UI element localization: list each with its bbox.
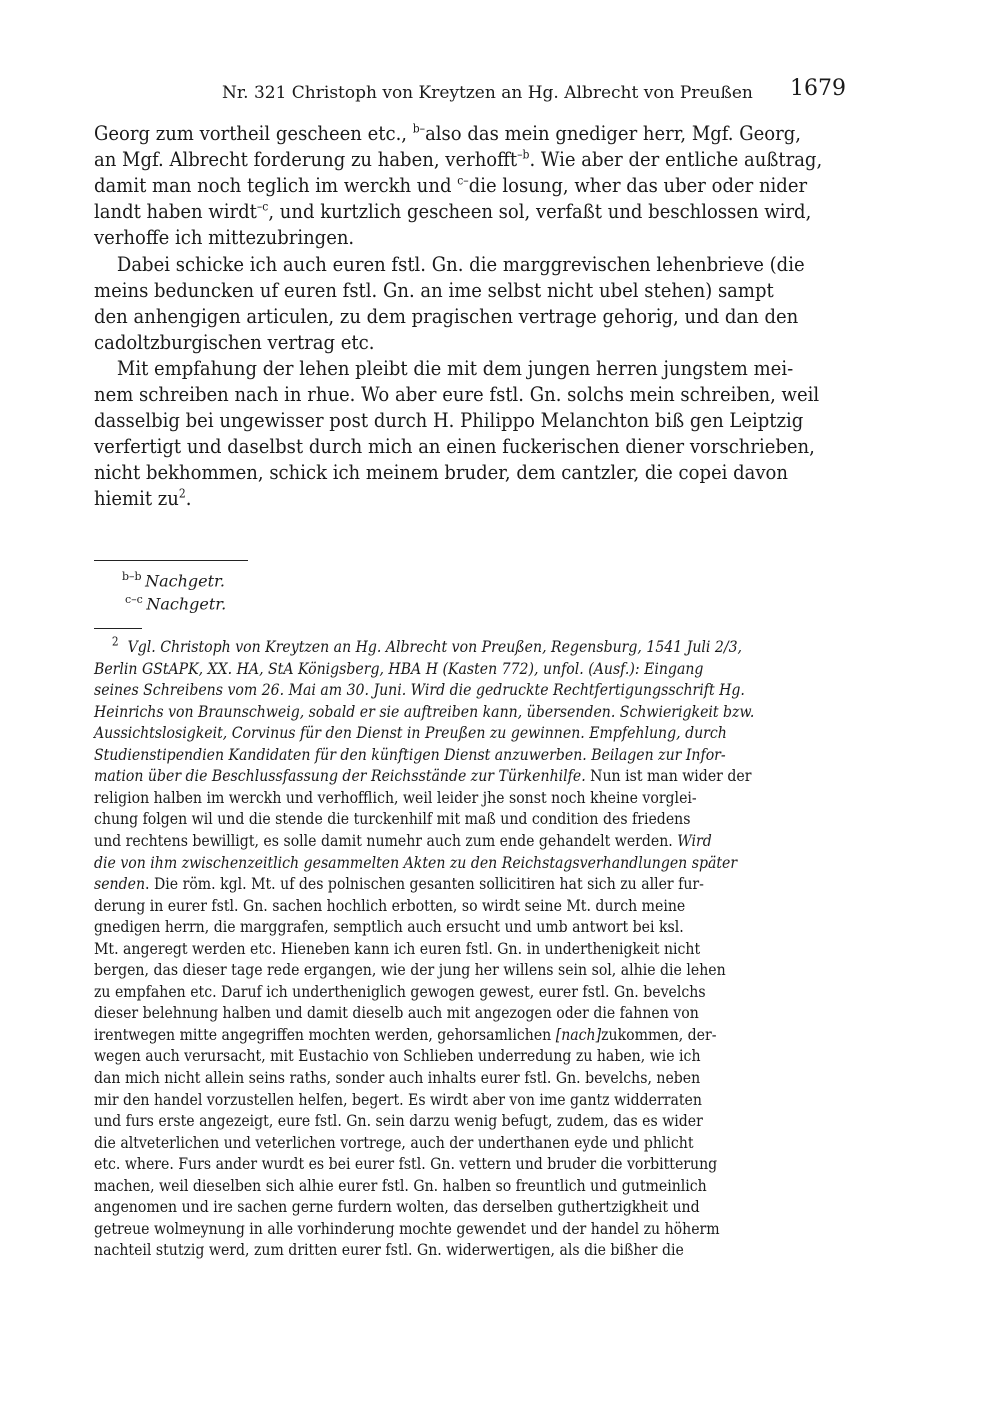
text-line: verhoffe ich mittezubringen. <box>94 225 355 250</box>
footnote-line: dieser belehnung halben und damit dieselb auch mit angezogen oder die fahnen von <box>94 1003 699 1023</box>
footnote-line: nachteil stutzig werd, zum dritten eurer fstl. Gn. widerwertigen, als die bißher die <box>94 1240 684 1260</box>
footnote-line: bergen, das dieser tage rede ergangen, wie der jung her willens sein sol, alhie die lehen <box>94 960 726 980</box>
footnote-line: wegen auch verursacht, mit Eustachio von Schlieben underredung zu haben, wie ich <box>94 1046 701 1066</box>
footnote-line: zu empfahen etc. Daruf ich undertheniglich gewogen gewest, eurer fstl. Gn. bevelchs <box>94 981 706 1001</box>
variant-notes-rule <box>94 560 248 561</box>
text-line: Mit empfahung der lehen pleibt die mit dem jungen herren jungstem mei- <box>94 355 794 380</box>
variant-note: $^{b-b}$ Nachgetr. <box>122 570 226 591</box>
footnote-line: senden. Die röm. kgl. Mt. uf des polnischen gesanten sollicitiren hat sich zu aller fur- <box>94 874 704 894</box>
footnote-line: die altveterlichen und veterlichen vortrege, auch der underthanen eyde und phlicht <box>94 1132 694 1152</box>
footnote-line: irentwegen mitte angegriffen mochten werden, gehorsamlichen [nach]zukommen, der- <box>94 1024 717 1044</box>
header-title: Nr. 321 Christoph von Kreytzen an Hg. Albrecht von Preußen <box>222 83 753 103</box>
text-line: landt haben wirdt$^{-c}$, und kurtzlich gescheen sol, verfaßt und beschlossen wird, <box>94 199 812 224</box>
text-line: hiemit $zu^2$. <box>94 486 192 511</box>
footnote-line: seines Schreibens vom 26. Mai am 30. Juni. Wird die gedruckte Rechtfertigungsschrift Hg. <box>94 680 745 700</box>
text-line: damit man noch teglich im werckh und $^{c-}$die losung, wher das uber oder nider <box>94 173 808 198</box>
footnote-line: angenomen und ire sachen gerne furdern wolten, das derselben guthertzigkheit und <box>94 1197 700 1217</box>
text-line: an Mgf. Albrecht forderung zu haben, verhofft$^{-b}$. Wie aber der entliche außtrag, <box>94 147 823 172</box>
footnote-line: und rechtens bewilligt, es solle damit numehr auch zum ende gehandelt werden. Wird <box>94 830 712 850</box>
variant-note: $^{c-c}$ Nachgetr. <box>125 593 227 614</box>
footnote-line: und furs erste angezeigt, eure fstl. Gn. sein darzu wenig befugt, zudem, das es wider <box>94 1111 703 1131</box>
footnote-line: $^2$ Vgl. Christoph von Kreytzen an Hg. Albrecht von Preußen, Regensburg, 1541 Juli 2/3, <box>111 634 743 656</box>
footnote-line: gnedigen herrn, die marggrafen, semptlich auch ersucht und umb antwort bei ksl. <box>94 917 684 937</box>
footnote-line: derung in eurer fstl. Gn. sachen hochlich erbotten, so wirdt seine Mt. durch meine <box>94 895 686 915</box>
text-line: den anhengigen articulen, zu dem pragischen vertrage gehorig, und dan den <box>94 303 799 328</box>
footnote-line: machen, weil dieselben sich alhie eurer fstl. Gn. halben so freuntlich und gutmeinlich <box>94 1175 707 1195</box>
footnote-line: religion halben im werckh und verhofflich, weil leider jhe sonst noch kheine vorglei- <box>94 787 697 807</box>
text-line: Dabei schicke ich auch euren fstl. Gn. die marggrevischen lehenbrieve (die <box>94 251 805 276</box>
footnote-line: Mt. angeregt werden etc. Hieneben kann ich euren fstl. Gn. in underthenigkeit nicht <box>94 938 701 958</box>
footnote-line: Aussichtslosigkeit, Corvinus für den Dienst in Preußen zu gewinnen. Empfehlung, durch <box>94 723 727 743</box>
footnote-line: Studienstipendien Kandidaten für den künftigen Dienst anzuwerben. Beilagen zur Infor- <box>94 744 726 764</box>
text-line: Georg zum vortheil gescheen etc., $^{b-}$also das mein gnediger herr, Mgf. Georg, <box>94 121 801 145</box>
footnote-line: mation über die Beschlussfassung der Reichsstände zur Türkenhilfe. Nun ist man wider der <box>94 766 752 786</box>
footnote-rule <box>94 628 142 629</box>
text-line: cadoltzburgischen vertrag etc. <box>94 329 375 354</box>
text-line: meins beduncken uf euren fstl. Gn. an ime selbst nicht ubel stehen) sampt <box>94 277 774 302</box>
footnote-line: etc. where. Furs ander wurdt es bei eurer fstl. Gn. vettern und bruder die vorbitterung <box>94 1154 718 1174</box>
text-line: verfertigt und daselbst durch mich an einen fuckerischen diener vorschrieben, <box>94 434 815 459</box>
footnote-line: dan mich nicht allein seins raths, sonder auch inhalts eurer fstl. Gn. bevelchs, neben <box>94 1068 701 1087</box>
footnote-line: Berlin GStAPK, XX. HA, StA Königsberg, HBA H (Kasten 772), unfol. (Ausf.): Eingang <box>94 658 704 678</box>
footnote-line: die von ihm zwischenzeitlich gesammelten Akten zu den Reichstagsverhandlungen später <box>94 852 738 872</box>
text-line: nicht bekhommen, schick ich meinem bruder, dem cantzler, die copei davon <box>94 460 788 485</box>
text-line: dasselbig bei ungewisser post durch H. Philippo Melanchton biß gen Leiptzig <box>94 408 804 433</box>
page-number: 1679 <box>790 76 846 101</box>
footnote-line: chung folgen wil und die stende die turckenhilf mit maß und condition des friedens <box>94 809 691 829</box>
text-line: nem schreiben nach in rhue. Wo aber eure fstl. Gn. solchs mein schreiben, weil <box>94 382 820 406</box>
footnote-line: mir den handel vorzustellen helfen, begert. Es wirdt aber von ime gantz widderraten <box>94 1089 702 1109</box>
footnote-line: getreue wolmeynung in alle vorhinderung mochte gewendet und der handel zu höherm <box>94 1218 720 1238</box>
footnote-line: Heinrichs von Braunschweig, sobald er sie auftreiben kann, übersenden. Schwierigkeit bzw. <box>94 701 755 721</box>
